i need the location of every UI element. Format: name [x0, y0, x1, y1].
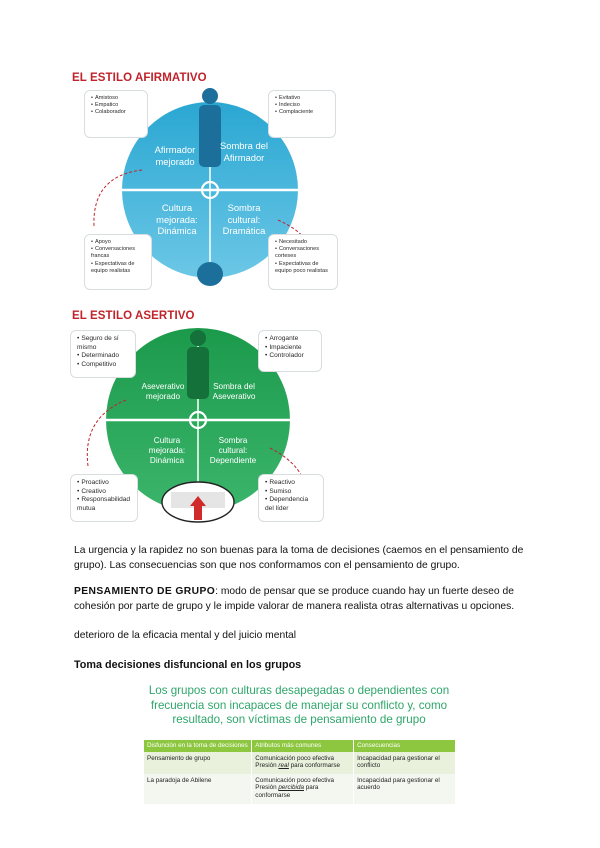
asertivo-quadrant-bottom-right: Sombra cultural: Dependiente	[209, 436, 257, 465]
table-row	[144, 752, 456, 774]
list-item: • Controlador	[265, 352, 315, 361]
afirmativo-bottom-right-box	[268, 234, 338, 290]
afirmativo-heading: EL ESTILO AFIRMATIVO	[72, 72, 207, 84]
list-item: • Apoyo	[91, 239, 145, 246]
afirmativo-top-left-box	[84, 90, 148, 138]
table-row	[144, 774, 456, 804]
asertivo-diagram	[68, 326, 324, 524]
attribute-line: Comunicación poco efectiva	[255, 754, 335, 762]
list-item: • Dependencia del líder	[265, 496, 317, 513]
attribute-emphasis: real	[278, 762, 289, 770]
list-item: • Competitivo	[77, 361, 129, 370]
asertivo-quadrant-top-right: Sombra del Aseverativo	[212, 382, 256, 401]
paragraph-pensamiento-de-grupo	[74, 585, 534, 614]
list-item: • Amistoso	[91, 95, 141, 102]
afirmativo-quadrant-bottom-right: Sombra cultural: Dramática	[222, 202, 266, 236]
paragraph-deterioro: deterioro de la eficacia mental y del juicio mental	[74, 630, 297, 641]
afirmativo-quadrant-top-left: Afirmador mejorado	[154, 144, 196, 167]
list-item: • Colaborador	[91, 109, 141, 116]
slide-title: Los grupos con culturas desapegadas o dependientes con frecuencia son incapaces de manejar su conflicto y, como resultado, son víctimas de pensamiento de grupo	[148, 684, 450, 726]
attribute-line: Comunicación poco efectiva	[255, 776, 335, 784]
asertivo-quadrant-top-left: Aseverativo mejorado	[141, 382, 185, 401]
attribute-prefix: Presión	[255, 762, 279, 770]
list-item: • Seguro de sí mismo	[77, 335, 129, 352]
paragraph-urgencia: La urgencia y la rapidez no son buenas para la toma de decisiones (caemos en el pensamiento de grupo). Las consecuencias son que nos conformamos con el pensamiento de grupo.	[74, 545, 524, 571]
asertivo-top-right-box	[258, 330, 322, 372]
list-item: • Sumiso	[265, 488, 317, 497]
attribute-suffix: para conformarse	[288, 762, 341, 770]
afirmativo-top-right-box	[268, 90, 336, 138]
table-cell	[252, 752, 354, 774]
attribute-prefix: Presión	[255, 784, 279, 792]
list-item: • Complaciente	[275, 109, 329, 116]
list-item: • Conversaciones corteses	[275, 246, 331, 260]
asertivo-heading: EL ESTILO ASERTIVO	[72, 310, 195, 322]
list-item: • Necesitado	[275, 239, 331, 246]
table-cell: Incapacidad para gestionar el acuerdo	[354, 774, 456, 804]
list-item: • Impaciente	[265, 344, 315, 353]
asertivo-top-left-box	[70, 330, 136, 378]
list-item: • Reactivo	[265, 479, 317, 488]
list-item: • Expectativas de equipo poco realistas	[275, 261, 331, 275]
definition-text: : modo de pensar que se produce cuando hay un fuerte deseo de cohesión por parte de grupo y le impide valorar de manera realista otras alternativas u opciones.	[74, 586, 515, 612]
table-header: Atributos más comunes	[252, 740, 354, 752]
afirmativo-bottom-left-box	[84, 234, 152, 290]
list-item: • Evitativo	[275, 95, 329, 102]
list-item: • Empatico	[91, 102, 141, 109]
term-pensamiento-de-grupo: PENSAMIENTO DE GRUPO	[74, 586, 216, 597]
asertivo-bottom-right-box	[258, 474, 324, 522]
afirmativo-quadrant-top-right: Sombra del Afirmador	[220, 140, 268, 163]
list-item: • Arrogante	[265, 335, 315, 344]
table-cell: Pensamiento de grupo	[144, 752, 252, 774]
section-subtitle: Toma decisiones disfuncional en los grupos	[74, 659, 302, 671]
asertivo-bottom-left-box	[70, 474, 138, 522]
afirmativo-quadrant-bottom-left: Cultura mejorada: Dinámica	[156, 202, 198, 236]
list-item: • Proactivo	[77, 479, 131, 488]
table-header: Consecuencias	[354, 740, 456, 752]
table-header-row	[144, 740, 456, 752]
list-item: • Determinado	[77, 352, 129, 361]
afirmativo-diagram	[82, 86, 338, 292]
attribute-emphasis: percibida	[278, 784, 304, 792]
asertivo-quadrant-bottom-left: Cultura mejorada: Dinámica	[148, 436, 186, 465]
table-cell	[252, 774, 354, 804]
table-cell: Incapacidad para gestionar el conflicto	[354, 752, 456, 774]
list-item: • Conversaciones francas	[91, 246, 145, 260]
list-item: • Creativo	[77, 488, 131, 497]
attribute-suffix: para conformarse	[255, 784, 319, 799]
list-item: • Responsabilidad mutua	[77, 496, 131, 513]
table-cell: La paradoja de Abilene	[144, 774, 252, 804]
table-header: Disfunción en la toma de decisiones	[144, 740, 252, 752]
list-item: • Indeciso	[275, 102, 329, 109]
dysfunction-table	[144, 740, 456, 804]
list-item: • Expectativas de equipo realistas	[91, 261, 145, 275]
